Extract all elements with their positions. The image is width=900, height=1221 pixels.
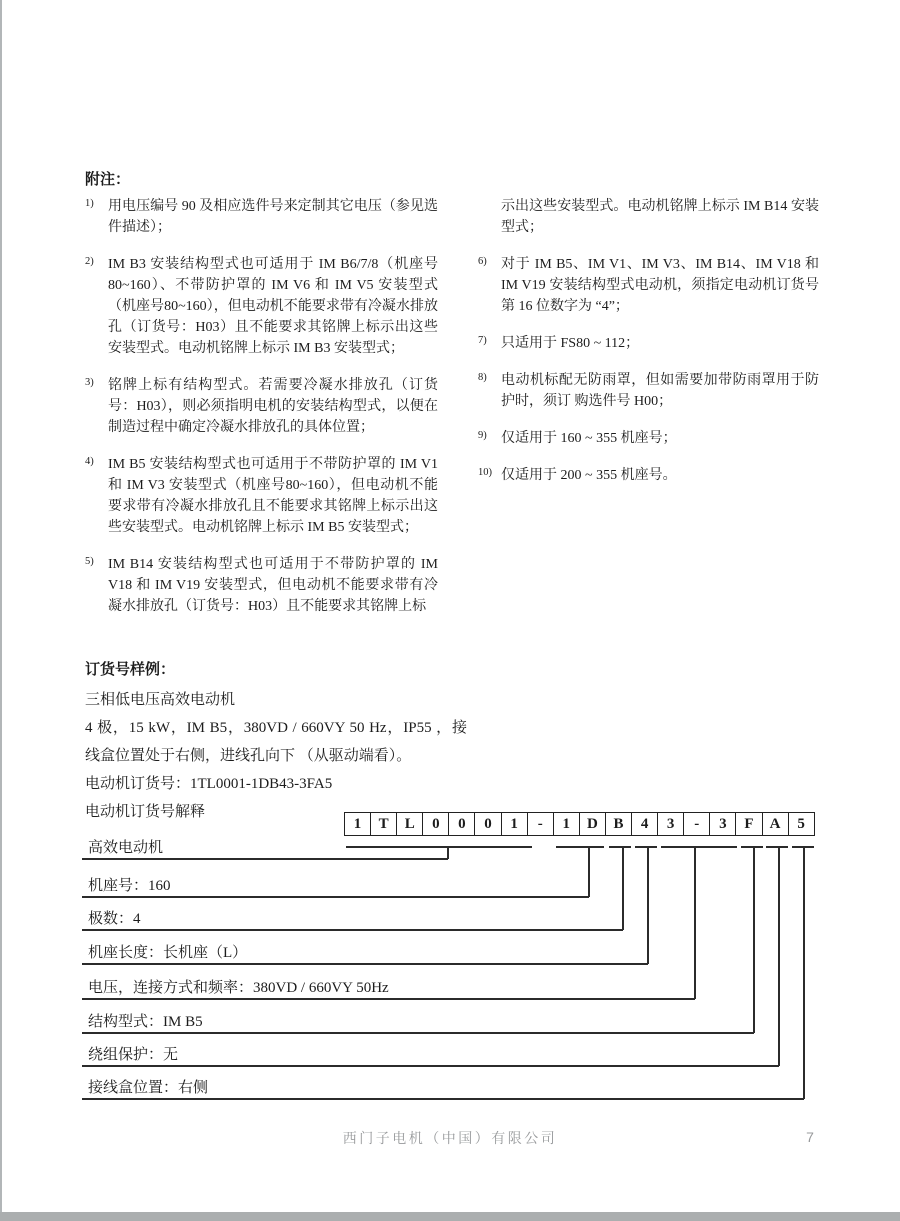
code-row-label: 极数：4 bbox=[88, 911, 141, 927]
footnote-text: IM B3 安装结构型式也可适用于 IM B6/7/8（机座号 80~160）、不带防护罩的 IM V6 和 IM V5 安装型式（机座号80~160），但电动机不能要求带有冷凝水排放孔（订货号：H03）且不能要求其铭牌上标示出这些安装型式。电动机铭牌上标示 IM B3 安装型式； bbox=[108, 257, 438, 356]
code-char-box: B bbox=[605, 812, 632, 836]
code-char-box: 1 bbox=[344, 812, 371, 836]
footnote-marker: 6) bbox=[478, 256, 487, 267]
order-example-line: 4 极，15 kW，IM B5，380VD / 660VY 50 Hz，IP55 ，接线盒位置处于右侧，进线孔向下 （从驱动端看）。 bbox=[85, 720, 467, 764]
page-edge-shadow-bottom bbox=[0, 1212, 900, 1221]
code-connector-line bbox=[622, 846, 624, 930]
footnote-item bbox=[478, 370, 819, 412]
footnote-text: 用电压编号 90 及相应选件号来定制其它电压（参见选件描述）； bbox=[108, 199, 438, 235]
order-code-explanation-title: 电动机订货号解释 bbox=[85, 804, 206, 820]
code-bracket-segment bbox=[556, 846, 604, 848]
footnote-text: 仅适用于 160 ~ 355 机座号； bbox=[501, 431, 677, 446]
code-row-line bbox=[82, 929, 623, 931]
code-row-label: 接线盒位置：右侧 bbox=[88, 1080, 209, 1096]
code-row-label: 机座号：160 bbox=[88, 878, 171, 894]
code-char-box: 4 bbox=[631, 812, 658, 836]
code-char-box: - bbox=[527, 812, 554, 836]
code-char-box: 1 bbox=[501, 812, 528, 836]
code-row-label: 高效电动机 bbox=[88, 840, 164, 856]
code-row-label: 结构型式：IM B5 bbox=[88, 1014, 203, 1030]
code-char-box: 0 bbox=[474, 812, 501, 836]
code-row-label: 绕组保护：无 bbox=[88, 1047, 179, 1063]
footnote-item bbox=[85, 554, 438, 617]
code-bracket-segment bbox=[609, 846, 631, 848]
footnote-item bbox=[478, 254, 819, 317]
code-char-box: 0 bbox=[422, 812, 449, 836]
footnote-item bbox=[85, 454, 438, 538]
code-row-line bbox=[82, 1098, 804, 1100]
footnote-item bbox=[85, 375, 438, 438]
footnote-marker: 4) bbox=[85, 456, 94, 467]
code-connector-line bbox=[803, 846, 805, 1099]
code-connector-line bbox=[753, 846, 755, 1033]
order-number-line: 电动机订货号：1TL0001-1DB43-3FA5 bbox=[85, 776, 333, 792]
code-row-line bbox=[82, 1065, 779, 1067]
code-connector-line bbox=[778, 846, 780, 1066]
code-bracket-segment bbox=[741, 846, 763, 848]
code-connector-line bbox=[588, 846, 590, 897]
code-bracket-segment bbox=[766, 846, 788, 848]
footnote-text: 电动机标配无防雨罩，但如需要加带防雨罩用于防护时，须订 购选件号 H00； bbox=[501, 373, 819, 409]
footnote-text: 铭牌上标有结构型式。若需要冷凝水排放孔（订货号：H03），则必须指明电机的安装结构型式，以便在制造过程中确定冷凝水排放孔的具体位置； bbox=[108, 378, 438, 435]
footnote-item bbox=[478, 333, 819, 354]
code-char-box: D bbox=[579, 812, 606, 836]
code-connector-line bbox=[647, 846, 649, 964]
footnote-marker: 3) bbox=[85, 377, 94, 388]
footnote-marker: 2) bbox=[85, 256, 94, 267]
notes-column-left bbox=[85, 196, 438, 633]
code-char-box: 0 bbox=[448, 812, 475, 836]
page-edge-shadow-left bbox=[0, 0, 2, 1221]
footnote-text: IM B5 安装结构型式也可适用于不带防护罩的 IM V1 和 IM V3 安装型式（机座号80~160），但电动机不能要求带有冷凝水排放孔且不能要求其铭牌上标示出这些安装型式。电动机铭牌上标示 IM B5 安装型式； bbox=[108, 457, 438, 535]
footer-company: 西门子电机（中国）有限公司 bbox=[342, 1130, 558, 1146]
code-char-box: A bbox=[762, 812, 789, 836]
code-connector-line bbox=[447, 846, 449, 859]
footnote-marker: 10) bbox=[478, 467, 492, 478]
code-char-box: L bbox=[396, 812, 423, 836]
footnote-text: 示出这些安装型式。电动机铭牌上标示 IM B14 安装型式； bbox=[501, 199, 819, 235]
code-char-box: 3 bbox=[657, 812, 684, 836]
order-code-boxes bbox=[344, 812, 815, 836]
footnote-text: IM B14 安装结构型式也可适用于不带防护罩的 IM V18 和 IM V19 安装型式，但电动机不能要求带有冷凝水排放孔（订货号：H03）且不能要求其铭牌上标 bbox=[108, 557, 438, 614]
code-row-line bbox=[82, 858, 448, 860]
footnote-continuation bbox=[478, 196, 819, 238]
notes-heading: 附注： bbox=[85, 172, 131, 188]
footnote-marker: 7) bbox=[478, 335, 487, 346]
footnote-marker: 8) bbox=[478, 372, 487, 383]
code-char-box: - bbox=[683, 812, 710, 836]
code-row-line bbox=[82, 896, 589, 898]
code-char-box: 5 bbox=[788, 812, 815, 836]
footnote-item bbox=[85, 196, 438, 238]
order-example-heading: 订货号样例： bbox=[85, 662, 176, 678]
footnote-text: 只适用于 FS80 ~ 112； bbox=[501, 336, 640, 351]
footnote-marker bbox=[478, 195, 501, 237]
code-char-box: 1 bbox=[553, 812, 580, 836]
code-bracket-segment bbox=[635, 846, 657, 848]
order-example-line: 三相低电压高效电动机 bbox=[85, 692, 236, 708]
code-row-line bbox=[82, 998, 695, 1000]
footnote-text: 对于 IM B5、IM V1、IM V3、IM B14、IM V18 和 IM V19 安装结构型式电动机，须指定电动机订货号第 16 位数字为 “4”； bbox=[501, 257, 819, 314]
code-char-box: 3 bbox=[709, 812, 736, 836]
order-example-section bbox=[85, 658, 467, 826]
code-connector-line bbox=[694, 846, 696, 999]
code-row-label: 电压，连接方式和频率：380VD / 660VY 50Hz bbox=[88, 980, 389, 996]
code-bracket-segment bbox=[661, 846, 737, 848]
footer-page-number: 7 bbox=[806, 1129, 814, 1145]
footnote-item bbox=[85, 254, 438, 359]
code-bracket-segment bbox=[346, 846, 532, 848]
code-row-line bbox=[82, 963, 648, 965]
footnote-item bbox=[478, 428, 819, 449]
code-char-box: T bbox=[370, 812, 397, 836]
code-char-box: F bbox=[735, 812, 762, 836]
footnote-item bbox=[478, 465, 819, 486]
code-row-label: 机座长度：长机座（L） bbox=[88, 945, 248, 961]
footnote-text: 仅适用于 200 ~ 355 机座号。 bbox=[501, 468, 677, 483]
footnote-marker: 5) bbox=[85, 556, 94, 567]
notes-column-right bbox=[478, 196, 819, 502]
footnote-marker: 1) bbox=[85, 198, 94, 209]
code-row-line bbox=[82, 1032, 754, 1034]
footnote-marker: 9) bbox=[478, 430, 487, 441]
